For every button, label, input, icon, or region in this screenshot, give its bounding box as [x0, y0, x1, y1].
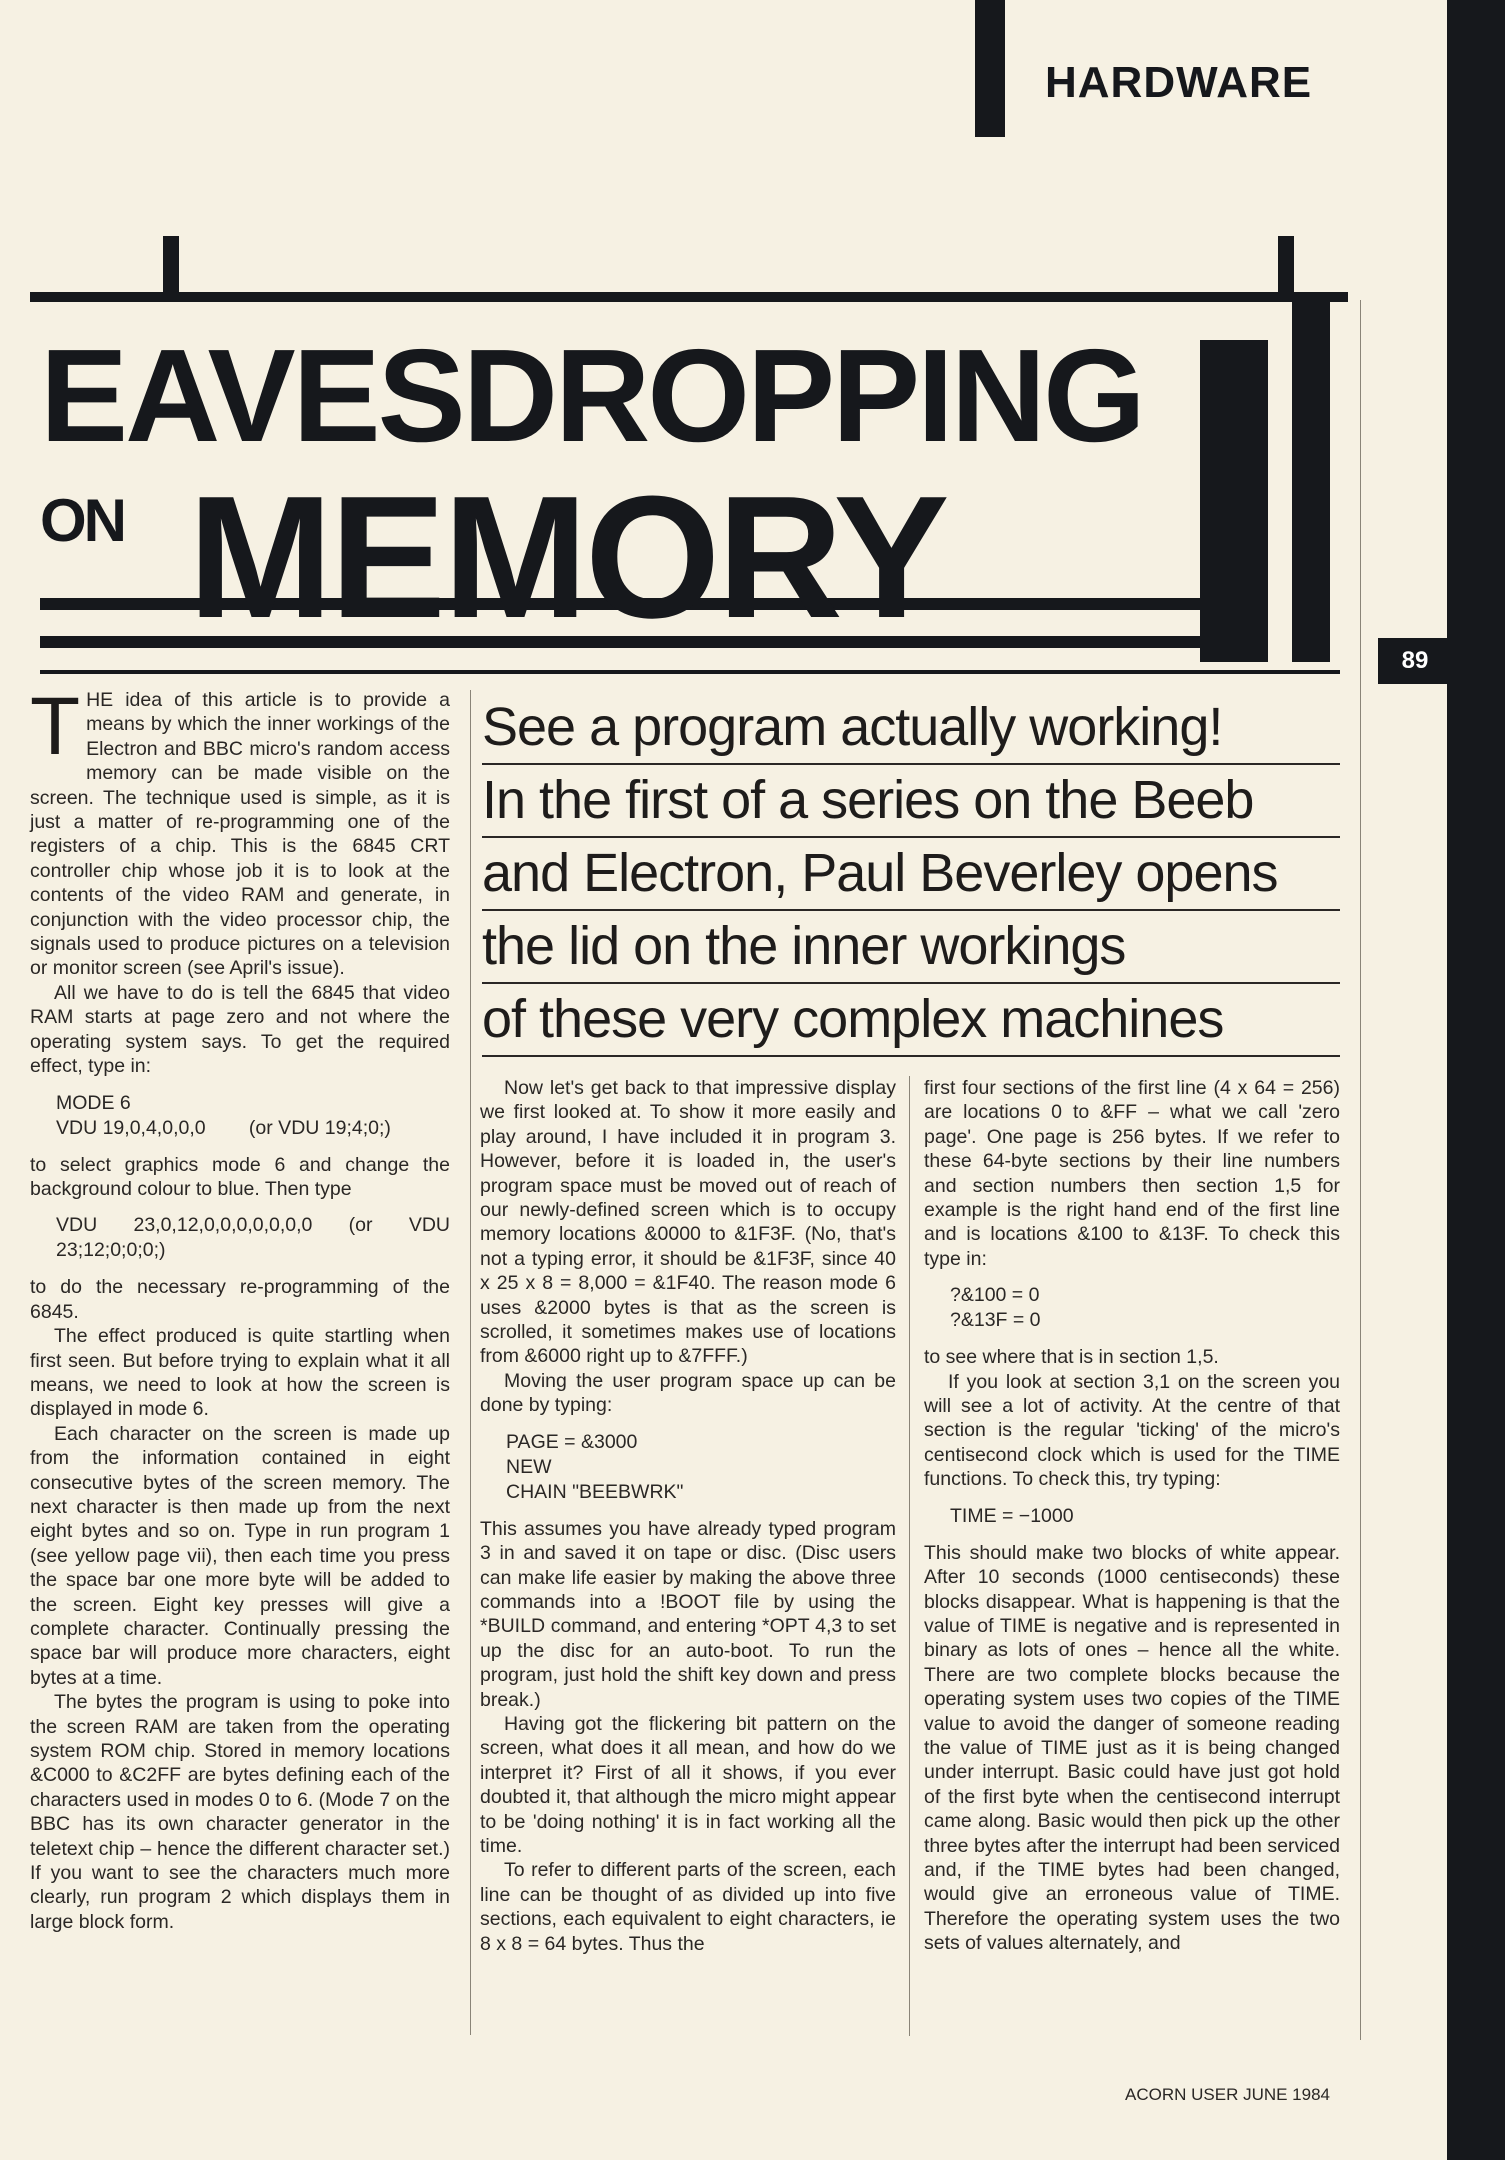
- title-line-2: MEMORY: [188, 459, 947, 654]
- code-line: MODE 6: [56, 1091, 131, 1114]
- paragraph: first four sections of the first line (4 x 64 = 256) are locations 0 to &FF – what we call 'zero page'. One page is 256 bytes. If we refer to these 64-byte sections by their line numbers and section numbers then section 1,5 for example is the right hand end of the first line and is locations &100 to &13F. To check this type in:: [924, 1077, 1340, 1270]
- paragraph: The bytes the program is using to poke into the screen RAM are taken from the operating system ROM chip. Stored in memory locations &C000 to &C2FF are bytes defining each of the characters used in modes 0 to 6. (Mode 7 on the BBC has its own character generator in the teletext chip – hence the different character set.) If you want to see the characters much more clearly, run program 2 which displays them in large block form.: [30, 1691, 450, 1933]
- drop-cap: T: [30, 681, 81, 772]
- paragraph: Having got the flickering bit pattern on the screen, what does it all mean, and how do we interpret it? First of all it shows, if you ever doubted it, that although the micro might appear to be 'doing nothing' it is in fact working all the time.: [480, 1712, 896, 1857]
- section-heading: HARDWARE: [1045, 58, 1313, 107]
- paragraph: Moving the user program space up can be done by typing:: [480, 1369, 896, 1417]
- paragraph: The effect produced is quite startling when first seen. But before trying to explain what it all means, we need to look at how the screen is displayed in mode 6.: [30, 1325, 450, 1421]
- code-block: [506, 1430, 896, 1505]
- paragraph: If you look at section 3,1 on the screen you will see a lot of activity. At the centre of that section is the regular 'ticking' of the micro's centisecond clock which is used for the TIME functions. To check this, try typing:: [924, 1370, 1340, 1491]
- paragraph: to select graphics mode 6 and change the background colour to blue. Then type: [30, 1153, 450, 1200]
- page-number: 89: [1378, 638, 1452, 684]
- code-line: ?&13F = 0: [950, 1309, 1041, 1332]
- right-margin-line: [1360, 300, 1361, 2040]
- article-column-1: [30, 681, 450, 1934]
- paragraph: to do the necessary re-programming of the 6845.: [30, 1276, 450, 1323]
- title-line-1: EAVESDROPPING: [40, 322, 1143, 469]
- title-right-pillar: [1200, 340, 1268, 662]
- code-line: NEW: [506, 1455, 552, 1478]
- code-line: ?&100 = 0: [950, 1284, 1040, 1307]
- deck-line: the lid on the inner workings: [482, 911, 1340, 984]
- code-block: [56, 1091, 450, 1141]
- paragraph: Now let's get back to that impressive display we first looked at. To show it more easily and play around, I have included it in program 3. However, before it is loaded in, the user's program space must be moved out of reach of our newly-defined screen which is to occupy memory locations &0000 to &1F3F. (No, that's not a typing error, it should be &1F3F, since 40 x 25 x 8 = 8,000 = &1F40. The reason mode 6 uses &2000 bytes is that as the screen is scrolled, it sometimes makes use of locations from &6000 right up to &7FFF.): [480, 1077, 896, 1368]
- title-foot-rule: [40, 670, 1340, 674]
- title-on: ON: [40, 487, 124, 554]
- paragraph: This assumes you have already typed program 3 in and saved it on tape or disc. (Disc users can make life easier by making the above three commands into a !BOOT file by using the *BUILD command, and entering *OPT 4,3 to set up the disc for an auto-boot. To run the program, just hold the shift key down and press break.): [480, 1517, 896, 1711]
- title-right-pillar-2: [1292, 300, 1330, 662]
- deck-line: In the first of a series on the Beeb: [482, 765, 1340, 838]
- paragraph: This should make two blocks of white appear. After 10 seconds (1000 centiseconds) these blocks disappear. What is happening is that the value of TIME is negative and is represented in binary as lots of ones – hence all the white. There are two complete blocks because the operating system uses two copies of the TIME value to avoid the danger of someone reading the value of TIME just as it is being changed under interrupt. Basic could have just got hold of the first byte when the centisecond interrupt came along. Basic would then pick up the other three bytes after the interrupt had been serviced and, if the TIME bytes had been changed, would give an erroneous value of TIME. Therefore the operating system uses the two sets of values alternately, and: [924, 1541, 1340, 1955]
- code-line: VDU 19,0,4,0,0,0 (or VDU 19;4;0;): [56, 1116, 391, 1139]
- column-divider-1: [470, 690, 471, 2035]
- title-right-post: [1278, 236, 1294, 302]
- column-divider-2: [909, 1076, 910, 2036]
- code-line: CHAIN "BEEBWRK": [506, 1480, 684, 1503]
- deck-line: of these very complex machines: [482, 984, 1340, 1057]
- title-left-post: [163, 236, 179, 302]
- section-marker-bar: [975, 0, 1005, 137]
- paragraph: To refer to different parts of the screen, each line can be thought of as divided up into five sections, each equivalent to eight characters, ie 8 x 8 = 64 bytes. Thus the: [480, 1859, 896, 1955]
- title-top-rule: [30, 292, 1348, 302]
- page-edge-shadow: [1447, 0, 1505, 2160]
- page-footer: ACORN USER JUNE 1984: [1125, 2085, 1331, 2104]
- article-column-3: [924, 1076, 1340, 1956]
- code-line: PAGE = &3000: [506, 1430, 638, 1453]
- paragraph: Each character on the screen is made up from the information contained in eight consecutive bytes of the screen memory. The next character is then made up from the next eight bytes and so on. Type in run program 1 (see yellow page vii), then each time you press the space bar one more byte will be added to the screen. Eight key presses will give a complete character. Continually pressing the space bar will produce more characters, eight bytes at a time.: [30, 1422, 450, 1689]
- deck-line: and Electron, Paul Beverley opens: [482, 838, 1340, 911]
- paragraph: to see where that is in section 1,5.: [924, 1346, 1219, 1369]
- article-deck: [482, 692, 1340, 1057]
- code-block: [950, 1504, 1340, 1529]
- code-line: TIME = −1000: [950, 1504, 1074, 1527]
- deck-line: See a program actually working!: [482, 692, 1340, 765]
- code-line: VDU 23,0,12,0,0,0,0,0,0,0 (or VDU 23;12;0;0;0;): [56, 1214, 450, 1262]
- paragraph: All we have to do is tell the 6845 that video RAM starts at page zero and not where the operating system says. To get the required effect, type in:: [30, 981, 450, 1078]
- paragraph: HE idea of this article is to provide a means by which the inner workings of the Electron and BBC micro's random access memory can be made visible on the screen. The technique used is simple, as it is just a matter of re-programming one of the registers of a chip. This is the 6845 CRT controller chip whose job it is to look at the contents of the video RAM and generate, in conjunction with the video processor chip, the signals used to produce pictures on a television or monitor screen (see April's issue).: [30, 689, 450, 980]
- article-column-2: [480, 1076, 896, 1956]
- code-block: [950, 1283, 1340, 1333]
- code-block: [56, 1213, 450, 1263]
